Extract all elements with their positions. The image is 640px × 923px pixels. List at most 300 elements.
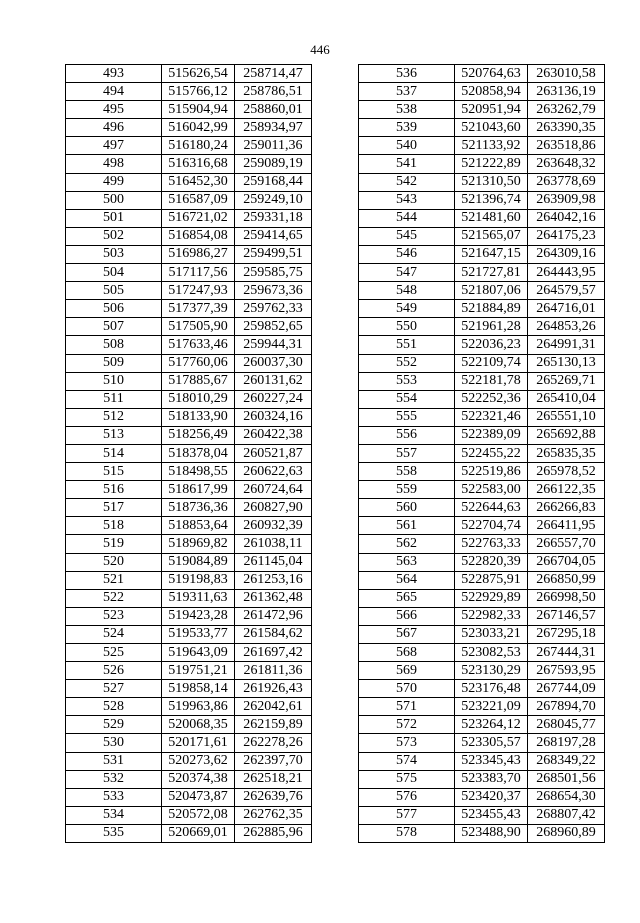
table-row [66, 770, 312, 788]
y-coordinate-cell: 268197,28 [528, 734, 605, 752]
point-number-cell: 550 [359, 318, 455, 336]
table-row [66, 481, 312, 499]
x-coordinate-cell: 522109,74 [455, 354, 528, 372]
table-row [66, 444, 312, 462]
table-row [359, 426, 605, 444]
y-coordinate-cell: 261253,16 [235, 571, 312, 589]
y-coordinate-cell: 259499,51 [235, 245, 312, 263]
x-coordinate-cell: 522982,33 [455, 607, 528, 625]
table-row [359, 83, 605, 101]
point-number-cell: 499 [66, 173, 162, 191]
point-number-cell: 501 [66, 209, 162, 227]
y-coordinate-cell: 262762,35 [235, 806, 312, 824]
table-row [359, 282, 605, 300]
y-coordinate-cell: 267295,18 [528, 625, 605, 643]
x-coordinate-cell: 521396,74 [455, 191, 528, 209]
table-row [359, 499, 605, 517]
x-coordinate-cell: 517505,90 [162, 318, 235, 336]
table-row [359, 372, 605, 390]
point-number-cell: 571 [359, 698, 455, 716]
point-number-cell: 516 [66, 481, 162, 499]
y-coordinate-cell: 266557,70 [528, 535, 605, 553]
x-coordinate-cell: 519963,86 [162, 698, 235, 716]
point-number-cell: 556 [359, 426, 455, 444]
point-number-cell: 528 [66, 698, 162, 716]
coordinates-table-left [65, 64, 312, 843]
x-coordinate-cell: 520068,35 [162, 716, 235, 734]
x-coordinate-cell: 521043,60 [455, 119, 528, 137]
table-row [359, 770, 605, 788]
x-coordinate-cell: 520473,87 [162, 788, 235, 806]
x-coordinate-cell: 523305,57 [455, 734, 528, 752]
x-coordinate-cell: 518617,99 [162, 481, 235, 499]
page-number: 446 [310, 42, 330, 57]
table-row [359, 589, 605, 607]
point-number-cell: 551 [359, 336, 455, 354]
x-coordinate-cell: 523130,29 [455, 662, 528, 680]
table-row [66, 553, 312, 571]
y-coordinate-cell: 267146,57 [528, 607, 605, 625]
y-coordinate-cell: 268045,77 [528, 716, 605, 734]
x-coordinate-cell: 522036,23 [455, 336, 528, 354]
table-row [359, 644, 605, 662]
y-coordinate-cell: 264853,26 [528, 318, 605, 336]
table-row [359, 191, 605, 209]
y-coordinate-cell: 258860,01 [235, 101, 312, 119]
x-coordinate-cell: 516452,30 [162, 173, 235, 191]
table-row [359, 444, 605, 462]
y-coordinate-cell: 264716,01 [528, 300, 605, 318]
x-coordinate-cell: 517633,46 [162, 336, 235, 354]
point-number-cell: 538 [359, 101, 455, 119]
y-coordinate-cell: 267593,95 [528, 662, 605, 680]
table-row [359, 173, 605, 191]
point-number-cell: 497 [66, 137, 162, 155]
y-coordinate-cell: 265410,04 [528, 390, 605, 408]
table-row [359, 734, 605, 752]
table-row [66, 788, 312, 806]
y-coordinate-cell: 260724,64 [235, 481, 312, 499]
x-coordinate-cell: 519533,77 [162, 625, 235, 643]
x-coordinate-cell: 515626,54 [162, 65, 235, 83]
point-number-cell: 507 [66, 318, 162, 336]
point-number-cell: 527 [66, 680, 162, 698]
table-row [359, 806, 605, 824]
point-number-cell: 558 [359, 463, 455, 481]
table-row [359, 119, 605, 137]
table-row [359, 662, 605, 680]
table-row [359, 517, 605, 535]
y-coordinate-cell: 267444,31 [528, 644, 605, 662]
point-number-cell: 513 [66, 426, 162, 444]
table-row [66, 300, 312, 318]
point-number-cell: 562 [359, 535, 455, 553]
y-coordinate-cell: 265692,88 [528, 426, 605, 444]
table-row [66, 716, 312, 734]
y-coordinate-cell: 260037,30 [235, 354, 312, 372]
y-coordinate-cell: 260622,63 [235, 463, 312, 481]
point-number-cell: 575 [359, 770, 455, 788]
y-coordinate-cell: 263010,58 [528, 65, 605, 83]
point-number-cell: 564 [359, 571, 455, 589]
y-coordinate-cell: 261472,96 [235, 607, 312, 625]
y-coordinate-cell: 267894,70 [528, 698, 605, 716]
y-coordinate-cell: 259944,31 [235, 336, 312, 354]
y-coordinate-cell: 260227,24 [235, 390, 312, 408]
table-row [66, 426, 312, 444]
table-row [66, 680, 312, 698]
x-coordinate-cell: 522820,39 [455, 553, 528, 571]
y-coordinate-cell: 263136,19 [528, 83, 605, 101]
point-number-cell: 537 [359, 83, 455, 101]
table-row [359, 698, 605, 716]
x-coordinate-cell: 522929,89 [455, 589, 528, 607]
x-coordinate-cell: 523082,53 [455, 644, 528, 662]
y-coordinate-cell: 259585,75 [235, 264, 312, 282]
x-coordinate-cell: 520858,94 [455, 83, 528, 101]
table-row [66, 318, 312, 336]
x-coordinate-cell: 523033,21 [455, 625, 528, 643]
point-number-cell: 515 [66, 463, 162, 481]
point-number-cell: 524 [66, 625, 162, 643]
x-coordinate-cell: 519423,28 [162, 607, 235, 625]
point-number-cell: 504 [66, 264, 162, 282]
point-number-cell: 530 [66, 734, 162, 752]
y-coordinate-cell: 265130,13 [528, 354, 605, 372]
table-row [66, 644, 312, 662]
table-row [66, 227, 312, 245]
table-row [359, 716, 605, 734]
y-coordinate-cell: 265835,35 [528, 444, 605, 462]
table-row [66, 264, 312, 282]
table-row [66, 191, 312, 209]
point-number-cell: 546 [359, 245, 455, 263]
table-row [66, 698, 312, 716]
table-row [66, 625, 312, 643]
point-number-cell: 502 [66, 227, 162, 245]
y-coordinate-cell: 265269,71 [528, 372, 605, 390]
x-coordinate-cell: 523455,43 [455, 806, 528, 824]
point-number-cell: 509 [66, 354, 162, 372]
table-row [359, 752, 605, 770]
point-number-cell: 529 [66, 716, 162, 734]
table-row [359, 300, 605, 318]
table-row [66, 463, 312, 481]
y-coordinate-cell: 262397,70 [235, 752, 312, 770]
point-number-cell: 494 [66, 83, 162, 101]
y-coordinate-cell: 259852,65 [235, 318, 312, 336]
table-row [66, 517, 312, 535]
y-coordinate-cell: 260932,39 [235, 517, 312, 535]
point-number-cell: 521 [66, 571, 162, 589]
y-coordinate-cell: 261362,48 [235, 589, 312, 607]
y-coordinate-cell: 260827,90 [235, 499, 312, 517]
table-row [66, 209, 312, 227]
x-coordinate-cell: 516316,68 [162, 155, 235, 173]
x-coordinate-cell: 520951,94 [455, 101, 528, 119]
point-number-cell: 533 [66, 788, 162, 806]
x-coordinate-cell: 522763,33 [455, 535, 528, 553]
point-number-cell: 544 [359, 209, 455, 227]
x-coordinate-cell: 522875,91 [455, 571, 528, 589]
point-number-cell: 559 [359, 481, 455, 499]
table-row [66, 354, 312, 372]
y-coordinate-cell: 259673,36 [235, 282, 312, 300]
y-coordinate-cell: 268654,30 [528, 788, 605, 806]
table-row [359, 336, 605, 354]
x-coordinate-cell: 522704,74 [455, 517, 528, 535]
y-coordinate-cell: 262159,89 [235, 716, 312, 734]
x-coordinate-cell: 519084,89 [162, 553, 235, 571]
y-coordinate-cell: 268807,42 [528, 806, 605, 824]
point-number-cell: 500 [66, 191, 162, 209]
y-coordinate-cell: 266998,50 [528, 589, 605, 607]
table-row [359, 481, 605, 499]
point-number-cell: 565 [359, 589, 455, 607]
y-coordinate-cell: 263262,79 [528, 101, 605, 119]
x-coordinate-cell: 523176,48 [455, 680, 528, 698]
x-coordinate-cell: 518853,64 [162, 517, 235, 535]
x-coordinate-cell: 521222,89 [455, 155, 528, 173]
x-coordinate-cell: 518736,36 [162, 499, 235, 517]
y-coordinate-cell: 259168,44 [235, 173, 312, 191]
point-number-cell: 526 [66, 662, 162, 680]
point-number-cell: 511 [66, 390, 162, 408]
point-number-cell: 567 [359, 625, 455, 643]
y-coordinate-cell: 266704,05 [528, 553, 605, 571]
table-row [66, 83, 312, 101]
x-coordinate-cell: 522321,46 [455, 408, 528, 426]
table-row [359, 155, 605, 173]
x-coordinate-cell: 522519,86 [455, 463, 528, 481]
table-row [359, 824, 605, 842]
y-coordinate-cell: 267744,09 [528, 680, 605, 698]
table-row [66, 535, 312, 553]
table-row [66, 65, 312, 83]
table-row [359, 245, 605, 263]
x-coordinate-cell: 518498,55 [162, 463, 235, 481]
y-coordinate-cell: 258714,47 [235, 65, 312, 83]
table-row [66, 571, 312, 589]
table-row [359, 607, 605, 625]
y-coordinate-cell: 262042,61 [235, 698, 312, 716]
point-number-cell: 555 [359, 408, 455, 426]
x-coordinate-cell: 516854,08 [162, 227, 235, 245]
table-row [66, 499, 312, 517]
x-coordinate-cell: 521884,89 [455, 300, 528, 318]
point-number-cell: 560 [359, 499, 455, 517]
point-number-cell: 493 [66, 65, 162, 83]
point-number-cell: 539 [359, 119, 455, 137]
point-number-cell: 557 [359, 444, 455, 462]
y-coordinate-cell: 263909,98 [528, 191, 605, 209]
point-number-cell: 535 [66, 824, 162, 842]
table-row [66, 173, 312, 191]
point-number-cell: 547 [359, 264, 455, 282]
x-coordinate-cell: 519311,63 [162, 589, 235, 607]
point-number-cell: 518 [66, 517, 162, 535]
point-number-cell: 496 [66, 119, 162, 137]
x-coordinate-cell: 523221,09 [455, 698, 528, 716]
x-coordinate-cell: 516986,27 [162, 245, 235, 263]
x-coordinate-cell: 518378,04 [162, 444, 235, 462]
y-coordinate-cell: 263778,69 [528, 173, 605, 191]
y-coordinate-cell: 264991,31 [528, 336, 605, 354]
x-coordinate-cell: 522389,09 [455, 426, 528, 444]
point-number-cell: 541 [359, 155, 455, 173]
y-coordinate-cell: 260324,16 [235, 408, 312, 426]
y-coordinate-cell: 261038,11 [235, 535, 312, 553]
point-number-cell: 569 [359, 662, 455, 680]
table-row [359, 65, 605, 83]
point-number-cell: 495 [66, 101, 162, 119]
point-number-cell: 553 [359, 372, 455, 390]
x-coordinate-cell: 521565,07 [455, 227, 528, 245]
point-number-cell: 570 [359, 680, 455, 698]
y-coordinate-cell: 268960,89 [528, 824, 605, 842]
y-coordinate-cell: 259011,36 [235, 137, 312, 155]
point-number-cell: 572 [359, 716, 455, 734]
table-row [66, 806, 312, 824]
y-coordinate-cell: 264443,95 [528, 264, 605, 282]
x-coordinate-cell: 520374,38 [162, 770, 235, 788]
point-number-cell: 506 [66, 300, 162, 318]
y-coordinate-cell: 266266,83 [528, 499, 605, 517]
y-coordinate-cell: 263648,32 [528, 155, 605, 173]
x-coordinate-cell: 518256,49 [162, 426, 235, 444]
y-coordinate-cell: 265551,10 [528, 408, 605, 426]
y-coordinate-cell: 263518,86 [528, 137, 605, 155]
x-coordinate-cell: 520572,08 [162, 806, 235, 824]
point-number-cell: 577 [359, 806, 455, 824]
x-coordinate-cell: 523420,37 [455, 788, 528, 806]
x-coordinate-cell: 516042,99 [162, 119, 235, 137]
table-row [359, 788, 605, 806]
x-coordinate-cell: 517117,56 [162, 264, 235, 282]
point-number-cell: 548 [359, 282, 455, 300]
x-coordinate-cell: 519643,09 [162, 644, 235, 662]
y-coordinate-cell: 261145,04 [235, 553, 312, 571]
point-number-cell: 554 [359, 390, 455, 408]
y-coordinate-cell: 264309,16 [528, 245, 605, 263]
point-number-cell: 525 [66, 644, 162, 662]
point-number-cell: 503 [66, 245, 162, 263]
x-coordinate-cell: 519751,21 [162, 662, 235, 680]
table-row [66, 752, 312, 770]
point-number-cell: 520 [66, 553, 162, 571]
x-coordinate-cell: 521647,15 [455, 245, 528, 263]
x-coordinate-cell: 522181,78 [455, 372, 528, 390]
y-coordinate-cell: 259089,19 [235, 155, 312, 173]
y-coordinate-cell: 261811,36 [235, 662, 312, 680]
y-coordinate-cell: 259249,10 [235, 191, 312, 209]
y-coordinate-cell: 260521,87 [235, 444, 312, 462]
y-coordinate-cell: 264175,23 [528, 227, 605, 245]
point-number-cell: 531 [66, 752, 162, 770]
point-number-cell: 563 [359, 553, 455, 571]
x-coordinate-cell: 520764,63 [455, 65, 528, 83]
y-coordinate-cell: 261697,42 [235, 644, 312, 662]
point-number-cell: 578 [359, 824, 455, 842]
x-coordinate-cell: 517760,06 [162, 354, 235, 372]
point-number-cell: 536 [359, 65, 455, 83]
point-number-cell: 561 [359, 517, 455, 535]
y-coordinate-cell: 259414,65 [235, 227, 312, 245]
point-number-cell: 542 [359, 173, 455, 191]
y-coordinate-cell: 262885,96 [235, 824, 312, 842]
x-coordinate-cell: 522644,63 [455, 499, 528, 517]
table-body [359, 65, 605, 843]
table-row [66, 734, 312, 752]
table-row [66, 589, 312, 607]
point-number-cell: 540 [359, 137, 455, 155]
y-coordinate-cell: 265978,52 [528, 463, 605, 481]
x-coordinate-cell: 516587,09 [162, 191, 235, 209]
point-number-cell: 510 [66, 372, 162, 390]
point-number-cell: 522 [66, 589, 162, 607]
point-number-cell: 568 [359, 644, 455, 662]
x-coordinate-cell: 521961,28 [455, 318, 528, 336]
table-row [66, 282, 312, 300]
y-coordinate-cell: 266850,99 [528, 571, 605, 589]
table-row [66, 155, 312, 173]
y-coordinate-cell: 258934,97 [235, 119, 312, 137]
coordinates-table-right [358, 64, 605, 843]
y-coordinate-cell: 259762,33 [235, 300, 312, 318]
x-coordinate-cell: 523264,12 [455, 716, 528, 734]
x-coordinate-cell: 519858,14 [162, 680, 235, 698]
table-row [66, 336, 312, 354]
y-coordinate-cell: 260131,62 [235, 372, 312, 390]
x-coordinate-cell: 522252,36 [455, 390, 528, 408]
x-coordinate-cell: 518133,90 [162, 408, 235, 426]
y-coordinate-cell: 260422,38 [235, 426, 312, 444]
y-coordinate-cell: 268501,56 [528, 770, 605, 788]
x-coordinate-cell: 516721,02 [162, 209, 235, 227]
x-coordinate-cell: 519198,83 [162, 571, 235, 589]
y-coordinate-cell: 258786,51 [235, 83, 312, 101]
table-row [359, 264, 605, 282]
point-number-cell: 514 [66, 444, 162, 462]
x-coordinate-cell: 521133,92 [455, 137, 528, 155]
table-row [359, 209, 605, 227]
point-number-cell: 532 [66, 770, 162, 788]
x-coordinate-cell: 522455,22 [455, 444, 528, 462]
point-number-cell: 523 [66, 607, 162, 625]
table-row [359, 137, 605, 155]
x-coordinate-cell: 520273,62 [162, 752, 235, 770]
x-coordinate-cell: 517885,67 [162, 372, 235, 390]
y-coordinate-cell: 266411,95 [528, 517, 605, 535]
table-row [66, 245, 312, 263]
y-coordinate-cell: 262639,76 [235, 788, 312, 806]
table-row [66, 824, 312, 842]
table-row [359, 390, 605, 408]
y-coordinate-cell: 264042,16 [528, 209, 605, 227]
x-coordinate-cell: 521481,60 [455, 209, 528, 227]
x-coordinate-cell: 520171,61 [162, 734, 235, 752]
table-body [66, 65, 312, 843]
y-coordinate-cell: 261926,43 [235, 680, 312, 698]
point-number-cell: 508 [66, 336, 162, 354]
table-row [359, 571, 605, 589]
y-coordinate-cell: 261584,62 [235, 625, 312, 643]
table-row [359, 535, 605, 553]
table-row [66, 101, 312, 119]
point-number-cell: 543 [359, 191, 455, 209]
x-coordinate-cell: 523488,90 [455, 824, 528, 842]
point-number-cell: 534 [66, 806, 162, 824]
